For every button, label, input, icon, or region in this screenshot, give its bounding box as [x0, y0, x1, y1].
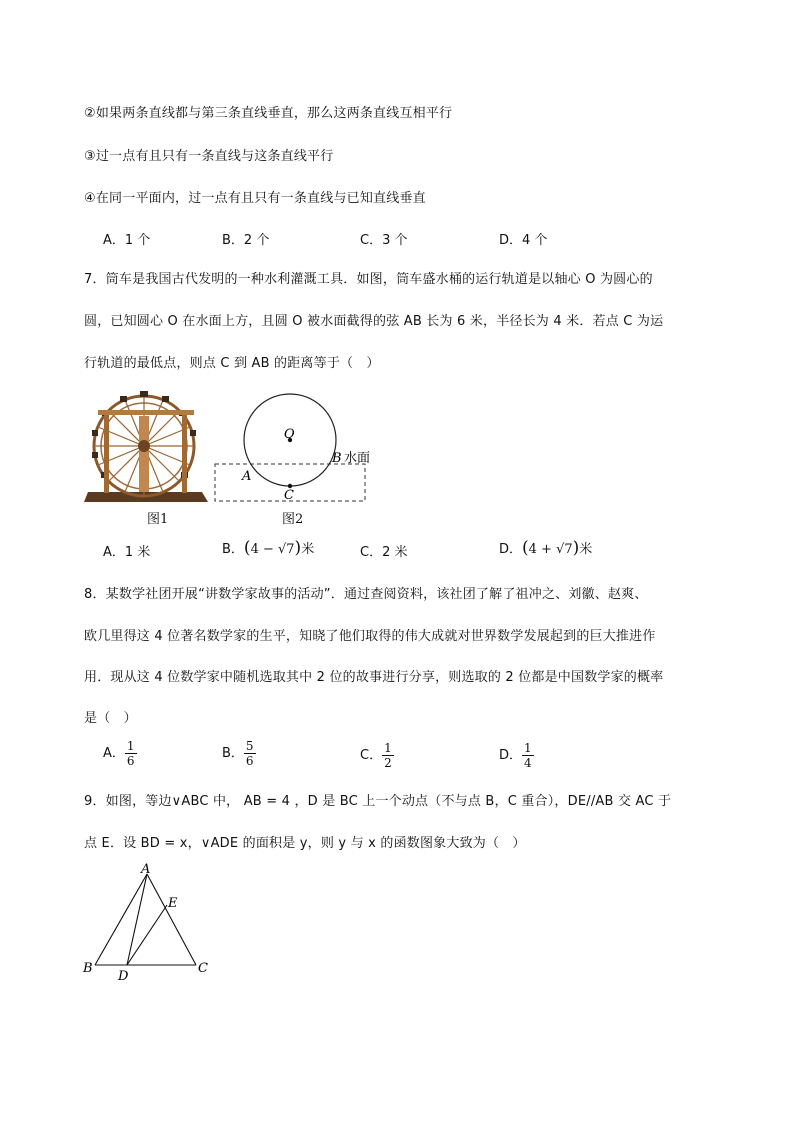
label-d: D — [118, 969, 129, 984]
label-a: A — [242, 469, 252, 484]
label-o: O — [284, 427, 295, 442]
q6-option-d: D．4 个 — [499, 233, 548, 248]
q8-line-1: 8．某数学社团开展“讲数学家故事的活动”．通过查阅资料，该社团了解了祖冲之、刘徽、赵爽、 — [84, 587, 648, 602]
label-b: B — [83, 961, 93, 976]
q9-line-1: 9．如图，等边∨ABC 中， AB = 4 ，D 是 BC 上一个动点（不与点 B，C 重合），DE//AB 交 AC 于 — [84, 794, 672, 809]
q6-option-a: A．1 个 — [103, 233, 151, 248]
q7-line-3: 行轨道的最低点，则点 C 到 AB 的距离等于（ ） — [84, 356, 380, 371]
statement-3: ③过一点有且只有一条直线与这条直线平行 — [84, 149, 334, 164]
statement-2: ②如果两条直线都与第三条直线垂直，那么这两条直线互相平行 — [84, 106, 453, 121]
label-e: E — [168, 896, 178, 911]
triangle-diagram — [80, 860, 220, 985]
fig2-caption: 图2 — [282, 512, 304, 527]
label-c: C — [284, 488, 294, 503]
statement-4: ④在同一平面内，过一点有且只有一条直线与已知直线垂直 — [84, 191, 426, 206]
q9-line-2: 点 E．设 BD = x，∨ADE 的面积是 y，则 y 与 x 的函数图象大致为（ ） — [84, 836, 526, 851]
q8-option-d: D． $\frac{1}{4}$ — [499, 741, 532, 770]
q7-line-1: 7．筒车是我国古代发明的一种水利灌溉工具．如图，筒车盛水桶的运行轨道是以轴心 O 为圆心的 — [84, 272, 653, 287]
q7-option-d: D．(4 + √7)米 — [499, 538, 593, 558]
q8-option-c: C． $\frac{1}{2}$ — [360, 741, 392, 770]
q8-line-2: 欧几里得这 4 位著名数学家的生平，知晓了他们取得的伟大成就对世界数学发展起到的巨大推进作 — [84, 629, 656, 644]
label-b: B — [332, 451, 342, 466]
q8-option-b: B． $\frac{5}{6}$ — [222, 739, 254, 768]
q7-option-c: C．2 米 — [360, 545, 408, 560]
q8-line-4: 是（ ） — [84, 711, 137, 726]
circle-diagram — [212, 385, 382, 505]
q6-option-b: B．2 个 — [222, 233, 270, 248]
water-wheel-photo — [84, 386, 208, 504]
q7-option-b: B．(4 − √7)米 — [222, 538, 315, 558]
label-a: A — [141, 862, 151, 877]
label-water: 水面 — [344, 451, 371, 466]
q6-option-c: C．3 个 — [360, 233, 408, 248]
fig1-caption: 图1 — [147, 512, 169, 527]
q8-option-a: A． $\frac{1}{6}$ — [103, 739, 135, 768]
q8-line-3: 用．现从这 4 位数学家中随机选取其中 2 位的故事进行分享，则选取的 2 位都是中国数学家的概率 — [84, 670, 664, 685]
q7-line-2: 圆，已知圆心 O 在水面上方，且圆 O 被水面截得的弦 AB 长为 6 米，半径长为 4 米．若点 C 为运 — [84, 314, 664, 329]
label-c: C — [198, 961, 208, 976]
q7-option-a: A．1 米 — [103, 545, 151, 560]
